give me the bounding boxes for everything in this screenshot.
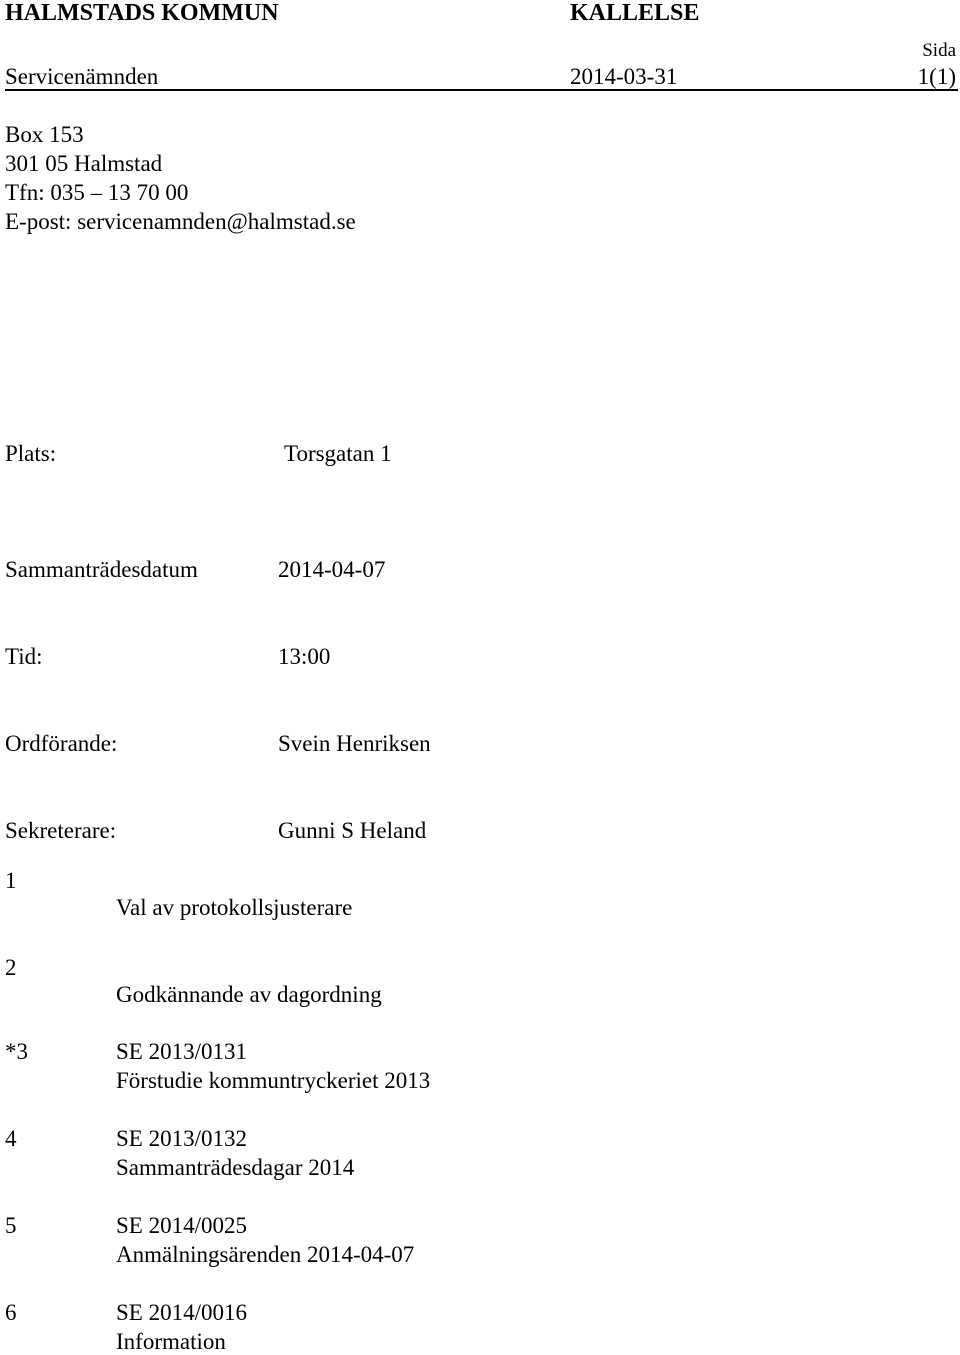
document-date: 2014-03-31 [570,64,678,89]
agenda-item-title: Anmälningsärenden 2014-04-07 [116,1242,415,1267]
time-label: Tid: [5,644,43,669]
agenda-item-title: Information [116,1329,226,1354]
agenda-item-number: *3 [5,1039,28,1064]
agenda-item-title: Förstudie kommuntryckeriet 2013 [116,1068,431,1093]
address-phone: Tfn: 035 – 13 70 00 [5,180,189,205]
secretary-value: Gunni S Heland [278,818,427,843]
place-value: Torsgatan 1 [284,441,392,466]
address-email: E-post: servicenamnden@halmstad.se [5,209,356,234]
agenda-item-number: 6 [5,1300,17,1325]
document-type: KALLELSE [570,0,700,26]
address-box: Box 153 [5,122,84,147]
org-name: HALMSTADS KOMMUN [5,0,279,26]
time-value: 13:00 [278,644,331,669]
agenda-item-reference: SE 2013/0132 [116,1126,247,1151]
agenda-item-title: Val av protokollsjusterare [116,895,353,920]
chair-label: Ordförande: [5,731,118,756]
meeting-date-label: Sammanträdesdatum [5,557,198,582]
header-rule [5,89,958,91]
agenda-item-number: 1 [5,868,17,893]
agenda-item-number: 2 [5,955,17,980]
address-postal: 301 05 Halmstad [5,151,163,176]
place-label: Plats: [5,441,57,466]
agenda-item-title: Sammanträdesdagar 2014 [116,1155,355,1180]
agenda-item-reference: SE 2014/0025 [116,1213,247,1238]
secretary-label: Sekreterare: [5,818,117,843]
meeting-date-value: 2014-04-07 [278,557,386,582]
agenda-item-number: 4 [5,1126,17,1151]
committee-name: Servicenämnden [5,64,159,89]
agenda-item-number: 5 [5,1213,17,1238]
page-number: 1(1) [917,64,956,89]
agenda-item-reference: SE 2013/0131 [116,1039,247,1064]
agenda-item-reference: SE 2014/0016 [116,1300,247,1325]
page-label: Sida [922,40,956,61]
chair-value: Svein Henriksen [278,731,431,756]
agenda-item-title: Godkännande av dagordning [116,982,382,1007]
